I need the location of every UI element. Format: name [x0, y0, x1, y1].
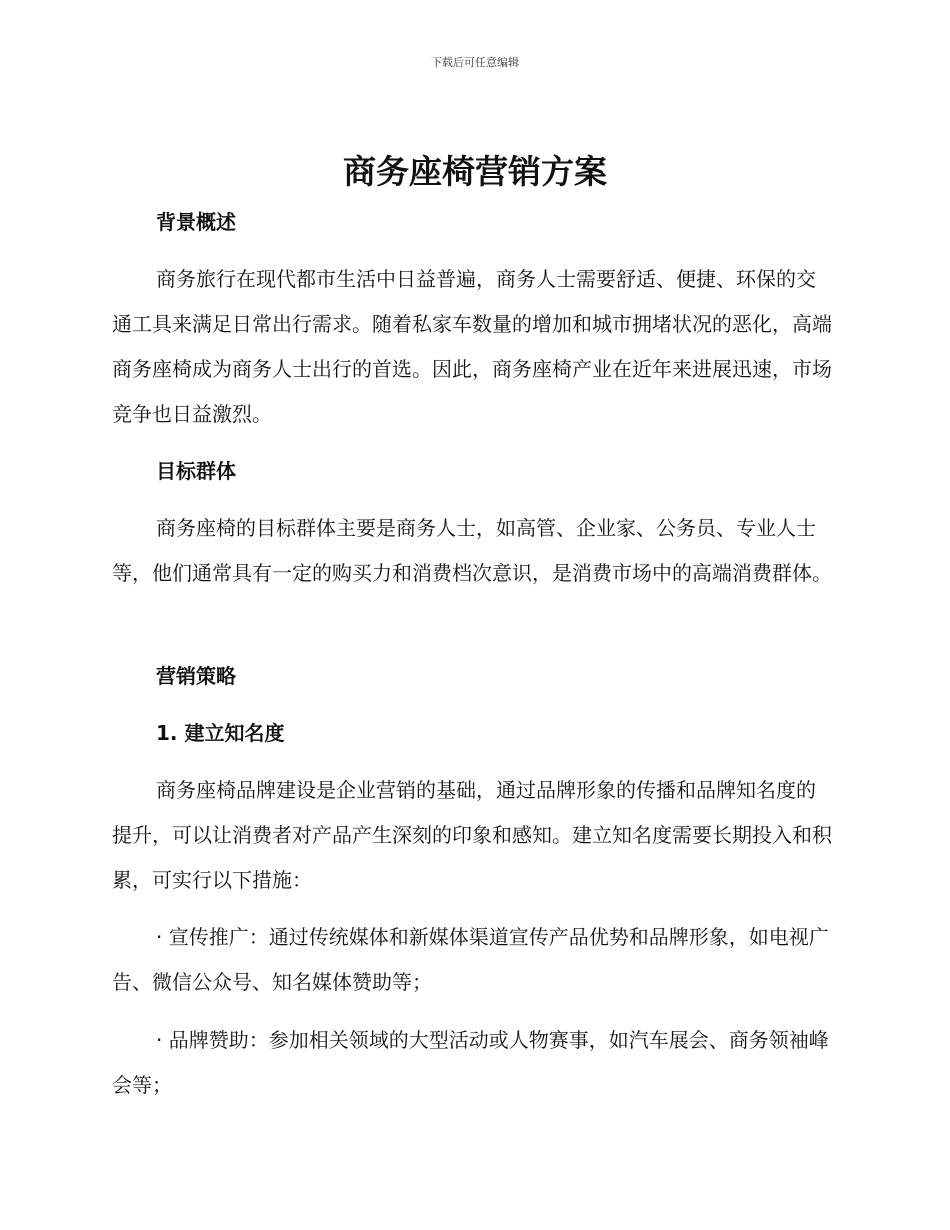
page-header-note: 下载后可任意编辑 — [431, 56, 519, 69]
bullet-item-advertising — [112, 915, 832, 1005]
section-paragraph-background — [112, 257, 832, 437]
bullet-text: · 宣传推广：通过传统媒体和新媒体渠道宣传产品优势和品牌形象，如电视广告、微信公众号、知名媒体赞助等； — [112, 925, 829, 994]
section-paragraph-target-group — [112, 506, 832, 596]
paragraph-text: 商务座椅品牌建设是企业营销的基础，通过品牌形象的传播和品牌知名度的提升，可以让消费者对产品产生深刻的印象和感知。建立知名度需要长期投入和积累，可实行以下措施： — [112, 778, 832, 892]
paragraph-text: 商务旅行在现代都市生活中日益普遍，商务人士需要舒适、便捷、环保的交通工具来满足日常出行需求。随着私家车数量的增加和城市拥堵状况的恶化，高端商务座椅成为商务人士出行的首选。因此，商务座椅产业在近年来进展迅速，市场竞争也日益激烈。 — [112, 267, 832, 426]
section-heading-target-group: 目标群体 — [156, 459, 236, 483]
section-heading-marketing-strategy: 营销策略 — [156, 664, 236, 688]
section-paragraph-brand-awareness — [112, 768, 832, 903]
paragraph-text: 商务座椅的目标群体主要是商务人士，如高管、企业家、公务员、专业人士等，他们通常具有一定的购买力和消费档次意识，是消费市场中的高端消费群体。 — [112, 516, 832, 585]
document-title: 商务座椅营销方案 — [343, 152, 607, 191]
bullet-text: · 品牌赞助：参加相关领域的大型活动或人物赛事，如汽车展会、商务领袖峰会等； — [112, 1028, 829, 1097]
bullet-item-sponsorship — [112, 1018, 832, 1108]
section-heading-background: 背景概述 — [156, 210, 236, 234]
subsection-heading-brand-awareness: 1. 建立知名度 — [156, 721, 285, 745]
